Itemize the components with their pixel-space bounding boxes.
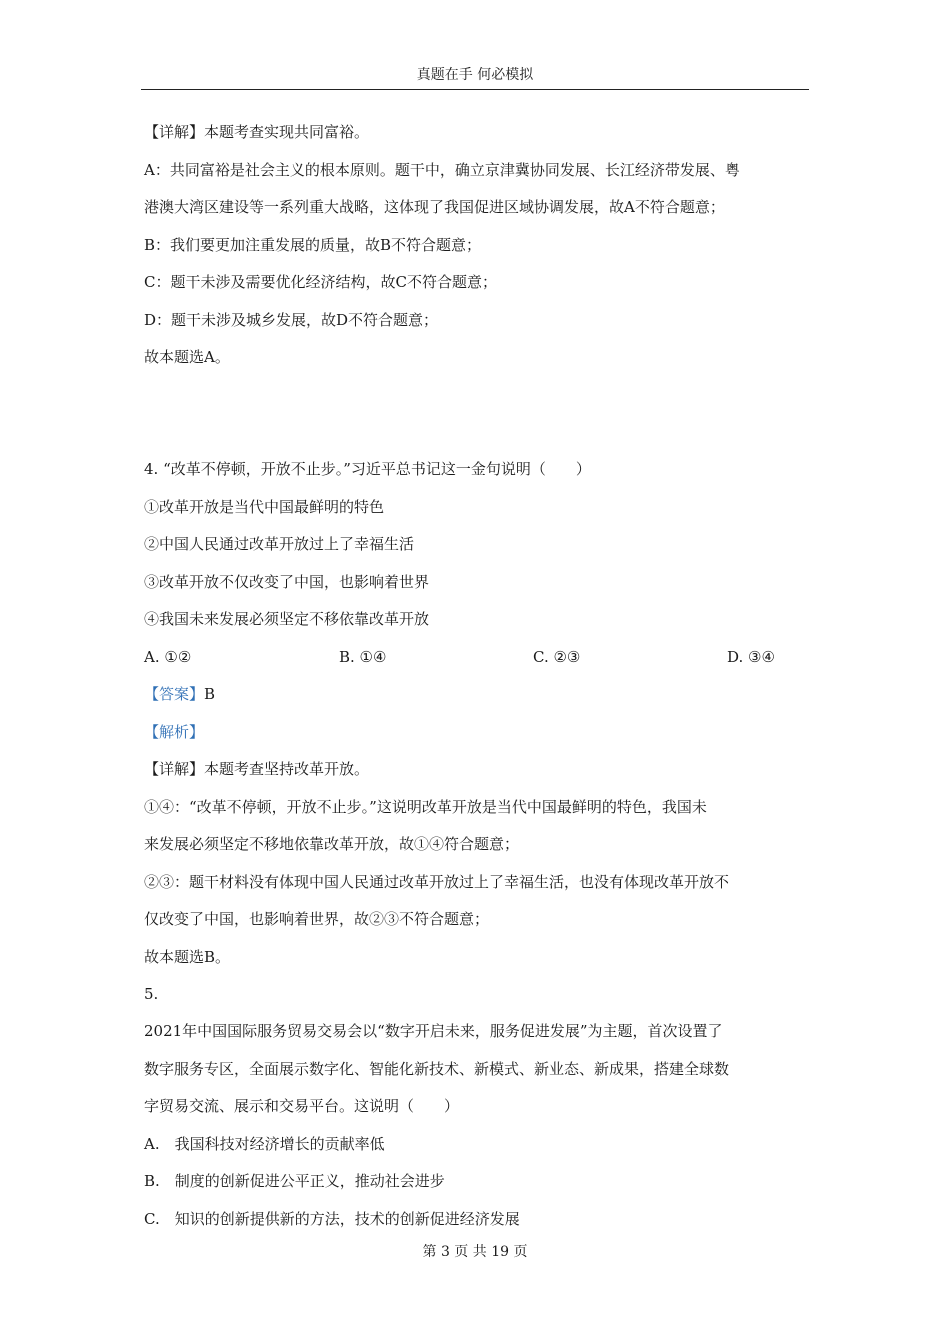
q4-statement-3: ③改革开放不仅改变了中国，也影响着世界 xyxy=(144,573,430,591)
q5-stem-line3: 字贸易交流、展示和交易平台。这说明（ ） xyxy=(144,1097,460,1115)
q4-answer xyxy=(144,684,215,704)
q3-conclusion: 故本题选A。 xyxy=(144,348,230,366)
q4-explanation-1-line2: 来发展必须坚定不移地依靠改革开放，故①④符合题意； xyxy=(144,835,520,853)
q4-option-c: C. ②③ xyxy=(533,648,581,666)
answer-label: 【答案】 xyxy=(144,685,205,703)
q5-stem-line1: 2021年中国国际服务贸易交易会以“数字开启未来，服务促进发展”为主题，首次设置了 xyxy=(144,1022,723,1040)
q4-explanation-1-line1: ①④：“改革不停顿，开放不止步。”这说明改革开放是当代中国最鲜明的特色，我国未 xyxy=(144,798,707,816)
q4-detail: 【详解】本题考查坚持改革开放。 xyxy=(144,760,370,778)
q4-option-d: D. ③④ xyxy=(727,648,775,666)
q4-statement-1: ①改革开放是当代中国最鲜明的特色 xyxy=(144,498,385,516)
q3-option-d-analysis: D：题干未涉及城乡发展，故D不符合题意； xyxy=(144,311,439,329)
page-footer: 第 3 页 共 19 页 xyxy=(422,1244,528,1260)
q4-option-a: A. ①② xyxy=(144,648,192,666)
q3-option-a-analysis-line1: A：共同富裕是社会主义的根本原则。题干中，确立京津冀协同发展、长江经济带发展、粤 xyxy=(144,161,740,179)
q5-option-c: C. 知识的创新提供新的方法，技术的创新促进经济发展 xyxy=(144,1210,520,1228)
page-header: 真题在手 何必模拟 xyxy=(416,67,534,83)
q4-stem: 4. “改革不停顿，开放不止步。”习近平总书记这一金句说明（ ） xyxy=(144,460,591,478)
q5-number: 5. xyxy=(144,985,159,1003)
q4-explanation-2-line2: 仅改变了中国，也影响着世界，故②③不符合题意； xyxy=(144,910,490,928)
q4-conclusion: 故本题选B。 xyxy=(144,948,231,966)
q3-option-b-analysis: B：我们要更加注重发展的质量，故B不符合题意； xyxy=(144,236,482,254)
q4-explanation-2-line1: ②③：题干材料没有体现中国人民通过改革开放过上了幸福生活，也没有体现改革开放不 xyxy=(144,873,730,891)
q3-option-a-analysis-line2: 港澳大湾区建设等一系列重大战略，这体现了我国促进区域协调发展，故A不符合题意； xyxy=(144,198,725,216)
q4-option-b: B. ①④ xyxy=(339,648,387,666)
header-divider xyxy=(141,89,809,90)
q3-detail: 【详解】本题考查实现共同富裕。 xyxy=(144,123,370,141)
q4-statement-2: ②中国人民通过改革开放过上了幸福生活 xyxy=(144,535,415,553)
q4-statement-4: ④我国未来发展必须坚定不移依靠改革开放 xyxy=(144,610,430,628)
q4-analysis-label: 【解析】 xyxy=(144,723,205,741)
q3-option-c-analysis: C：题干未涉及需要优化经济结构，故C不符合题意； xyxy=(144,273,497,291)
q5-option-a: A. 我国科技对经济增长的贡献率低 xyxy=(144,1135,385,1153)
q5-option-b: B. 制度的创新促进公平正义，推动社会进步 xyxy=(144,1172,445,1190)
q4-options xyxy=(144,647,804,667)
answer-value: B xyxy=(204,685,216,703)
q5-stem-line2: 数字服务专区，全面展示数字化、智能化新技术、新模式、新业态、新成果，搭建全球数 xyxy=(144,1060,730,1078)
